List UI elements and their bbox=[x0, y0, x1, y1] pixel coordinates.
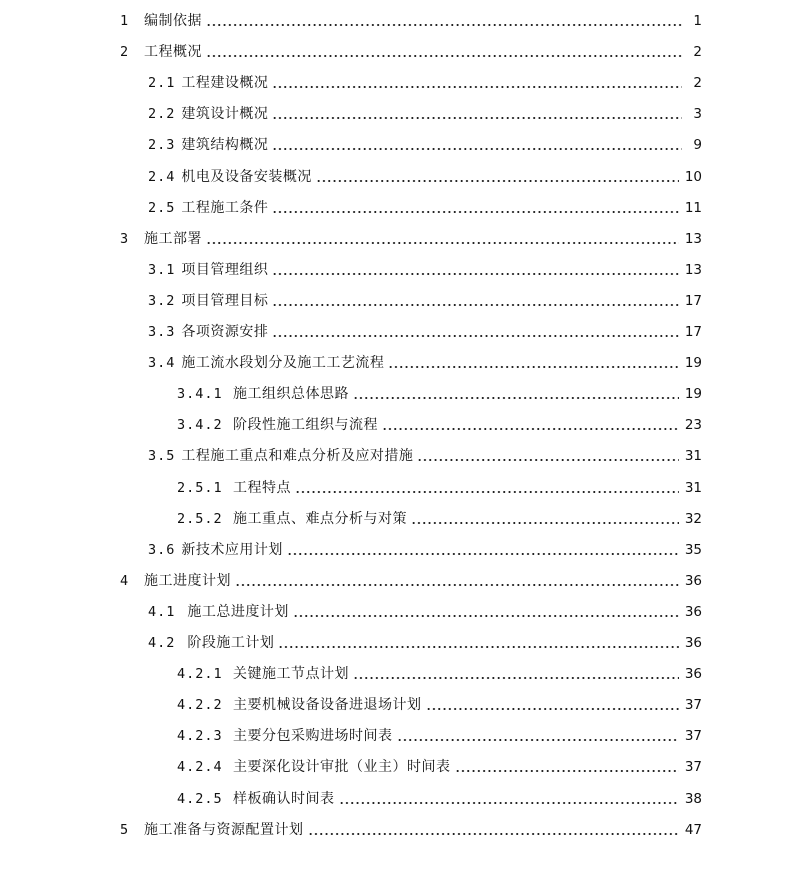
toc-entry-title: 机电及设备安装概况 bbox=[181, 168, 312, 185]
toc-entry-page-number: 31 bbox=[684, 448, 702, 465]
toc-entry-number: 2.2 bbox=[148, 106, 176, 123]
toc-entry-title: 各项资源安排 bbox=[181, 324, 269, 340]
toc-entry-number: 2.5.1 bbox=[177, 479, 223, 496]
toc-entry-page-number: 19 bbox=[684, 355, 702, 372]
toc-entry-number: 3.2 bbox=[148, 292, 176, 309]
dot-leader bbox=[287, 553, 679, 555]
toc-entry[interactable] bbox=[0, 570, 702, 590]
dot-leader bbox=[308, 833, 679, 835]
dot-leader bbox=[235, 584, 679, 586]
toc-entry-title: 工程概况 bbox=[144, 44, 202, 61]
toc-entry-title: 施工部署 bbox=[144, 230, 202, 247]
dot-leader bbox=[353, 397, 679, 399]
toc-entry-number: 3.5 bbox=[148, 448, 176, 465]
toc-entry-page-number: 37 bbox=[684, 728, 702, 745]
toc-entry[interactable] bbox=[0, 290, 702, 310]
toc-entry[interactable] bbox=[0, 601, 702, 621]
toc-entry[interactable] bbox=[0, 477, 702, 497]
toc-entry-number: 3.4 bbox=[148, 355, 176, 372]
dot-leader bbox=[316, 180, 679, 182]
toc-entry-number: 4.1 bbox=[148, 603, 176, 620]
toc-entry-title: 工程建设概况 bbox=[181, 75, 269, 92]
toc-entry-title: 主要深化设计审批（业主）时间表 bbox=[233, 759, 451, 776]
toc-entry-page-number: 36 bbox=[684, 572, 702, 589]
toc-entry-page-number: 32 bbox=[684, 510, 702, 527]
toc-entry-page-number: 36 bbox=[684, 666, 702, 683]
toc-entry-title: 工程施工条件 bbox=[181, 199, 269, 216]
dot-leader bbox=[426, 708, 679, 710]
dot-leader bbox=[339, 802, 679, 804]
toc-entry-page-number: 17 bbox=[684, 324, 702, 340]
dot-leader bbox=[278, 646, 678, 648]
toc-entry-title: 编制依据 bbox=[144, 13, 202, 29]
dot-leader bbox=[272, 86, 682, 88]
dot-leader bbox=[397, 739, 679, 741]
toc-entry-number: 4.2.1 bbox=[177, 666, 223, 683]
toc-entry-page-number: 47 bbox=[684, 821, 702, 838]
toc-entry[interactable] bbox=[0, 72, 702, 92]
toc-entry[interactable] bbox=[0, 321, 702, 341]
toc-entry-page-number: 36 bbox=[684, 635, 702, 651]
toc-entry-number: 4.2.5 bbox=[177, 790, 223, 807]
toc-entry-number: 3 bbox=[120, 230, 130, 247]
toc-entry-title: 阶段性施工组织与流程 bbox=[233, 417, 378, 434]
toc-entry-page-number: 2 bbox=[693, 44, 702, 61]
toc-entry[interactable] bbox=[0, 134, 702, 154]
toc-entry[interactable] bbox=[0, 788, 702, 808]
toc-entry-number: 4.2.2 bbox=[177, 697, 223, 714]
dot-leader bbox=[382, 428, 679, 430]
toc-entry-page-number: 19 bbox=[684, 386, 702, 403]
toc-entry-page-number: 23 bbox=[684, 417, 702, 434]
dot-leader bbox=[272, 117, 682, 119]
toc-entry-number: 1 bbox=[120, 13, 130, 29]
toc-entry[interactable] bbox=[0, 352, 702, 372]
toc-entry[interactable] bbox=[0, 10, 702, 30]
toc-entry-title: 工程施工重点和难点分析及应对措施 bbox=[181, 448, 414, 465]
toc-entry[interactable] bbox=[0, 166, 702, 186]
toc-entry-title: 施工流水段划分及施工工艺流程 bbox=[181, 355, 385, 372]
toc-entry-number: 3.1 bbox=[148, 261, 176, 278]
toc-entry-title: 项目管理目标 bbox=[181, 292, 269, 309]
toc-entry-title: 工程特点 bbox=[233, 479, 291, 496]
toc-entry-title: 施工组织总体思路 bbox=[233, 386, 349, 403]
toc-entry-page-number: 9 bbox=[693, 137, 702, 154]
dot-leader bbox=[206, 55, 682, 57]
toc-entry[interactable] bbox=[0, 259, 702, 279]
dot-leader bbox=[353, 677, 679, 679]
toc-entry[interactable] bbox=[0, 103, 702, 123]
dot-leader bbox=[388, 366, 678, 368]
toc-entry-number: 2.5.2 bbox=[177, 510, 223, 527]
toc-entry-number: 2.4 bbox=[148, 168, 176, 185]
toc-entry-title: 样板确认时间表 bbox=[233, 790, 335, 807]
toc-entry[interactable] bbox=[0, 197, 702, 217]
toc-entry-page-number: 2 bbox=[693, 75, 702, 92]
toc-entry-number: 5 bbox=[120, 821, 130, 838]
dot-leader bbox=[206, 24, 682, 26]
toc-entry[interactable] bbox=[0, 383, 702, 403]
toc-entry-number: 2 bbox=[120, 44, 130, 61]
toc-entry[interactable] bbox=[0, 228, 702, 248]
toc-entry[interactable] bbox=[0, 414, 702, 434]
toc-entry-title: 关键施工节点计划 bbox=[233, 666, 349, 683]
toc-entry-number: 4.2 bbox=[148, 635, 176, 651]
dot-leader bbox=[272, 273, 678, 275]
toc-entry-page-number: 17 bbox=[684, 292, 702, 309]
toc-entry[interactable] bbox=[0, 663, 702, 683]
toc-entry-number: 3.4.2 bbox=[177, 417, 223, 434]
toc-entry-page-number: 13 bbox=[684, 230, 702, 247]
toc-entry-page-number: 38 bbox=[684, 790, 702, 807]
toc-entry-number: 4.2.3 bbox=[177, 728, 223, 745]
toc-entry-title: 建筑设计概况 bbox=[181, 106, 269, 123]
dot-leader bbox=[455, 770, 679, 772]
dot-leader bbox=[295, 491, 679, 493]
toc-entry-title: 项目管理组织 bbox=[181, 261, 269, 278]
dot-leader bbox=[272, 304, 678, 306]
dot-leader bbox=[272, 335, 678, 337]
dot-leader bbox=[293, 615, 679, 617]
toc-entry-number: 3.4.1 bbox=[177, 386, 223, 403]
toc-entry-page-number: 13 bbox=[684, 261, 702, 278]
toc-entry-number: 3.3 bbox=[148, 324, 176, 340]
toc-entry-page-number: 11 bbox=[684, 199, 702, 216]
toc-entry-page-number: 10 bbox=[684, 168, 702, 185]
toc-entry-page-number: 37 bbox=[684, 759, 702, 776]
dot-leader bbox=[417, 459, 678, 461]
toc-entry-number: 2.3 bbox=[148, 137, 176, 154]
toc-entry-title: 建筑结构概况 bbox=[181, 137, 269, 154]
toc-entry[interactable] bbox=[0, 756, 702, 776]
toc-entry-title: 施工准备与资源配置计划 bbox=[144, 821, 304, 838]
toc-entry[interactable] bbox=[0, 725, 702, 745]
toc-entry-page-number: 31 bbox=[684, 479, 702, 496]
toc-entry-page-number: 36 bbox=[684, 603, 702, 620]
toc-entry[interactable] bbox=[0, 539, 702, 559]
toc-entry-title: 阶段施工计划 bbox=[187, 635, 275, 651]
dot-leader bbox=[206, 242, 679, 244]
toc-entry-title: 新技术应用计划 bbox=[181, 541, 283, 558]
toc-entry[interactable] bbox=[0, 694, 702, 714]
toc-entry-number: 2.1 bbox=[148, 75, 176, 92]
toc-entry-number: 4.2.4 bbox=[177, 759, 223, 776]
toc-entry[interactable] bbox=[0, 41, 702, 61]
toc-entry[interactable] bbox=[0, 632, 702, 652]
toc-entry-title: 主要机械设备设备进退场计划 bbox=[233, 697, 422, 714]
toc-entry-page-number: 37 bbox=[684, 697, 702, 714]
toc-entry-number: 4 bbox=[120, 572, 130, 589]
toc-entry[interactable] bbox=[0, 445, 702, 465]
toc-entry-page-number: 3 bbox=[693, 106, 702, 123]
dot-leader bbox=[272, 148, 682, 150]
dot-leader bbox=[411, 522, 679, 524]
toc-entry-title: 施工重点、难点分析与对策 bbox=[233, 510, 407, 527]
toc-entry[interactable] bbox=[0, 508, 702, 528]
toc-entry-number: 3.6 bbox=[148, 541, 176, 558]
toc-entry-title: 施工进度计划 bbox=[144, 572, 231, 589]
toc-entry-page-number: 35 bbox=[684, 541, 702, 558]
toc-entry[interactable] bbox=[0, 819, 702, 839]
toc-entry-page-number: 1 bbox=[693, 13, 702, 29]
toc-entry-number: 2.5 bbox=[148, 199, 176, 216]
toc-entry-title: 主要分包采购进场时间表 bbox=[233, 728, 393, 745]
dot-leader bbox=[272, 211, 678, 213]
toc-entry-title: 施工总进度计划 bbox=[187, 603, 289, 620]
